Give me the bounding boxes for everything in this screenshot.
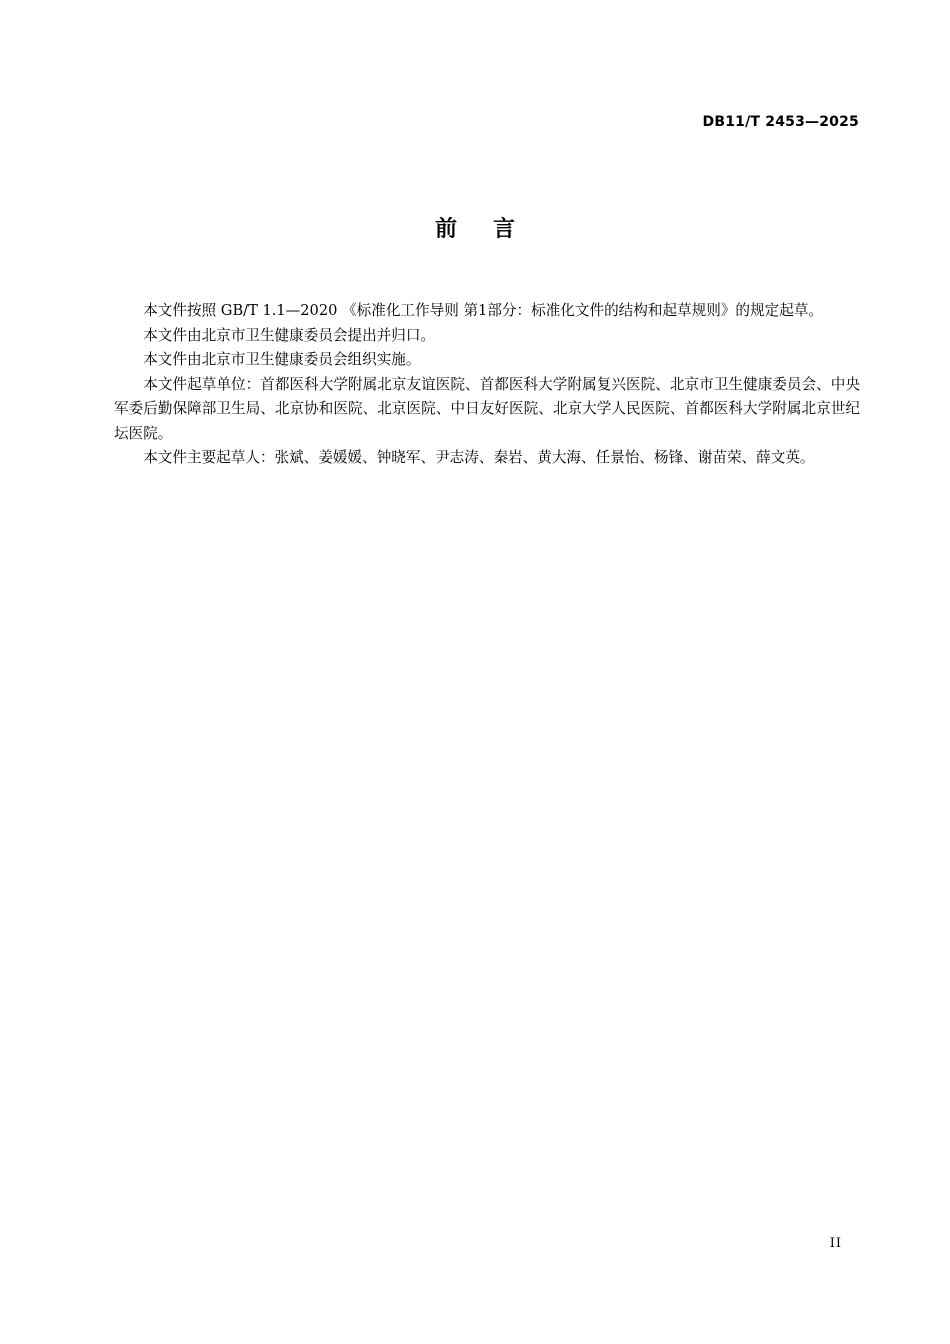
page-number: II — [829, 1236, 842, 1251]
paragraph-proposer: 本文件由北京市卫生健康委员会提出并归口。 — [143, 326, 436, 344]
paragraph-drafting-units: 本文件起草单位：首都医科大学附属北京友谊医院、首都医科大学附属复兴医院、北京市卫生健康委员会、中央军委后勤保障部卫生局、北京协和医院、北京医院、中日友好医院、北京大学人民医院、首都医科大学附属北京世纪坛医院。 — [114, 375, 860, 442]
foreword-body — [114, 299, 860, 471]
paragraph-drafting-rules: 本文件按照 GB/T 1.1—2020 《标准化工作导则 第1部分：标准化文件的结构和起草规则》的规定起草。 — [143, 302, 823, 319]
document-code: DB11/T 2453—2025 — [702, 114, 859, 130]
paragraph-implementer: 本文件由北京市卫生健康委员会组织实施。 — [143, 351, 421, 368]
page-title: 前言 — [434, 217, 551, 242]
paragraph-drafters: 本文件主要起草人：张斌、姜媛媛、钟晓军、尹志涛、秦岩、黄大海、任景怡、杨锋、谢苗荣、薛文英。 — [143, 449, 815, 466]
